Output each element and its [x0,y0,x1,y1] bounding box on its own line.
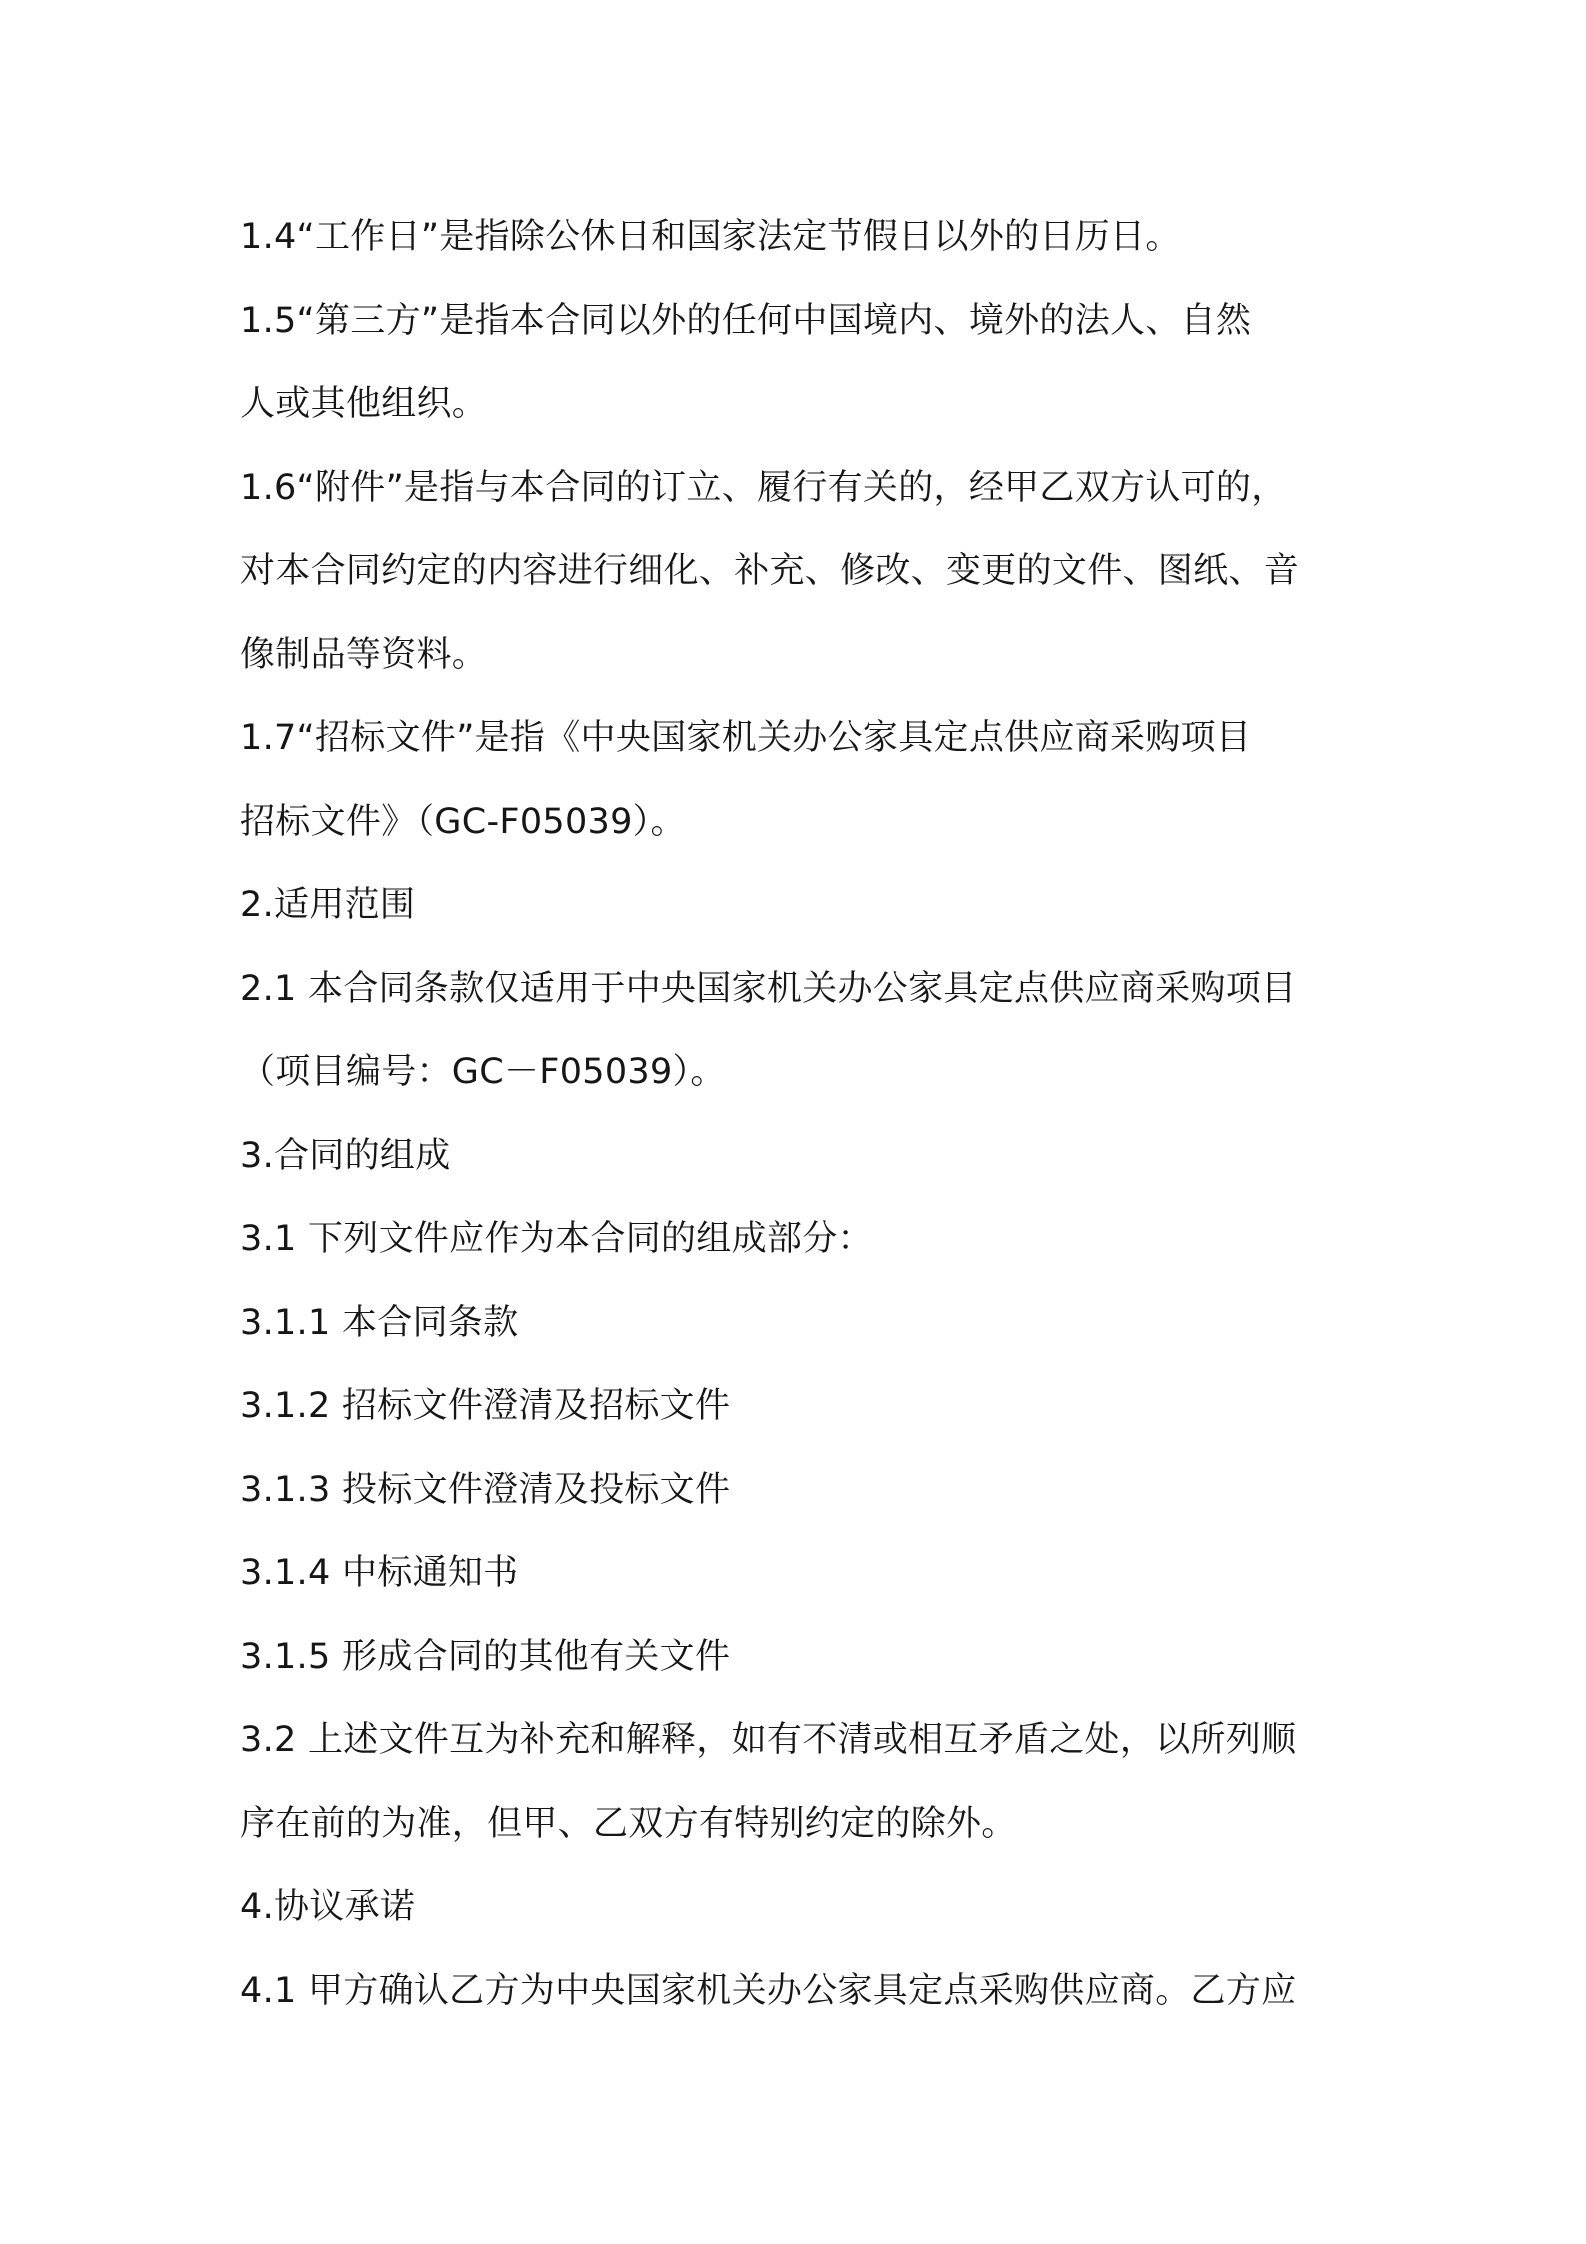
clause-1-6-line-1: 1.6“附件”是指与本合同的订立、履行有关的，经甲乙双方认可的， [240,467,1287,508]
clause-4-1-line-1: 4.1 甲方确认乙方为中央国家机关办公家具定点采购供应商。乙方应 [240,1970,1297,2011]
clause-1-6-line-2: 对本合同约定的内容进行细化、补充、修改、变更的文件、图纸、音 [240,551,1300,591]
clause-3-2-line-1: 3.2 上述文件互为补充和解释，如有不清或相互矛盾之处，以所列顺 [240,1720,1297,1760]
section-2-heading: 2.适用范围 [240,885,416,925]
clause-1-7-line-1: 1.7“招标文件”是指《中央国家机关办公家具定点供应商采购项目 [240,718,1252,758]
clause-3-1-5-line: 3.1.5 形成合同的其他有关文件 [240,1636,731,1677]
clause-3-2-line-2: 序在前的为准，但甲、乙双方有特别约定的除外。 [240,1803,1017,1844]
clause-1-5-line-1: 1.5“第三方”是指本合同以外的任何中国境内、境外的法人、自然 [240,300,1252,341]
document-body [240,196,1360,2033]
clause-1-6-line-3: 像制品等资料。 [240,634,488,675]
section-4-heading: 4.协议承诺 [240,1887,416,1927]
clause-1-4-line: 1.4“工作日”是指除公休日和国家法定节假日以外的日历日。 [240,217,1181,257]
clause-1-7-line-2: 招标文件》（GC-F05039）。 [240,801,686,842]
clause-1-5-line-2: 人或其他组织。 [240,384,488,424]
clause-3-1-2-line: 3.1.2 招标文件澄清及招标文件 [240,1386,731,1426]
section-3-heading: 3.合同的组成 [240,1135,451,1176]
clause-3-1-1-line: 3.1.1 本合同条款 [240,1302,519,1343]
clause-2-1-line-2: （项目编号：GC－F05039）。 [240,1052,726,1092]
clause-3-1-4-line: 3.1.4 中标通知书 [240,1553,519,1593]
clause-3-1-3-line: 3.1.3 投标文件澄清及投标文件 [240,1469,731,1510]
clause-2-1-line-1: 2.1 本合同条款仅适用于中央国家机关办公家具定点供应商采购项目 [240,968,1297,1009]
clause-3-1-line: 3.1 下列文件应作为本合同的组成部分： [240,1219,873,1259]
